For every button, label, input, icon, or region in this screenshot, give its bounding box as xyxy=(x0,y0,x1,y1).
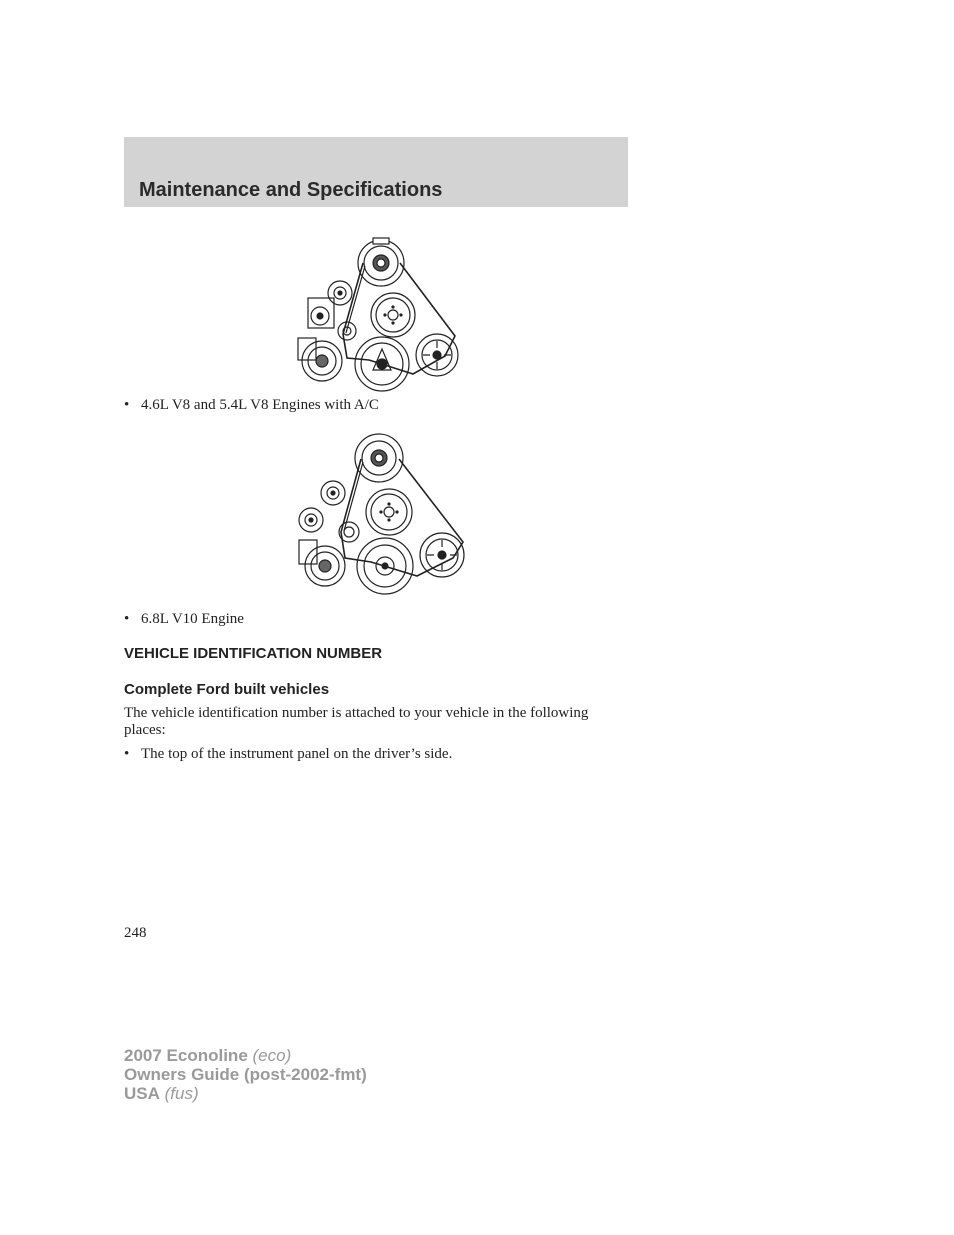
subsection-heading: Complete Ford built vehicles xyxy=(124,681,330,698)
page-number: 248 xyxy=(124,925,147,941)
belt-routing-diagram-v8 xyxy=(295,236,465,394)
footer-line-2 xyxy=(124,1065,367,1084)
footer-line-3 xyxy=(124,1084,367,1103)
diagram-caption: 6.8L V10 Engine xyxy=(141,611,244,627)
document-footer xyxy=(124,1046,367,1103)
section-heading: VEHICLE IDENTIFICATION NUMBER xyxy=(124,645,383,662)
diagram-caption: 4.6L V8 and 5.4L V8 Engines with A/C xyxy=(141,397,379,413)
footer-line-1 xyxy=(124,1046,367,1065)
footer-guide: Owners Guide (post-2002-fmt) xyxy=(124,1065,367,1084)
bullet-item xyxy=(124,611,244,628)
section-header-band xyxy=(124,137,628,207)
bullet-dot: • xyxy=(124,746,130,762)
bullet-dot: • xyxy=(124,611,130,627)
bullet-dot: • xyxy=(124,397,130,413)
footer-model: 2007 Econoline xyxy=(124,1046,248,1065)
bullet-item xyxy=(124,746,452,763)
bullet-text: The top of the instrument panel on the driver’s side. xyxy=(141,746,453,762)
footer-market: USA xyxy=(124,1084,160,1103)
section-title: Maintenance and Specifications xyxy=(139,179,443,201)
body-paragraph: The vehicle identification number is attached to your vehicle in the following places: xyxy=(124,705,589,738)
belt-routing-diagram-v10 xyxy=(295,432,467,596)
footer-market-code: (fus) xyxy=(164,1084,199,1103)
bullet-item xyxy=(124,397,379,414)
footer-model-code: (eco) xyxy=(252,1046,292,1065)
